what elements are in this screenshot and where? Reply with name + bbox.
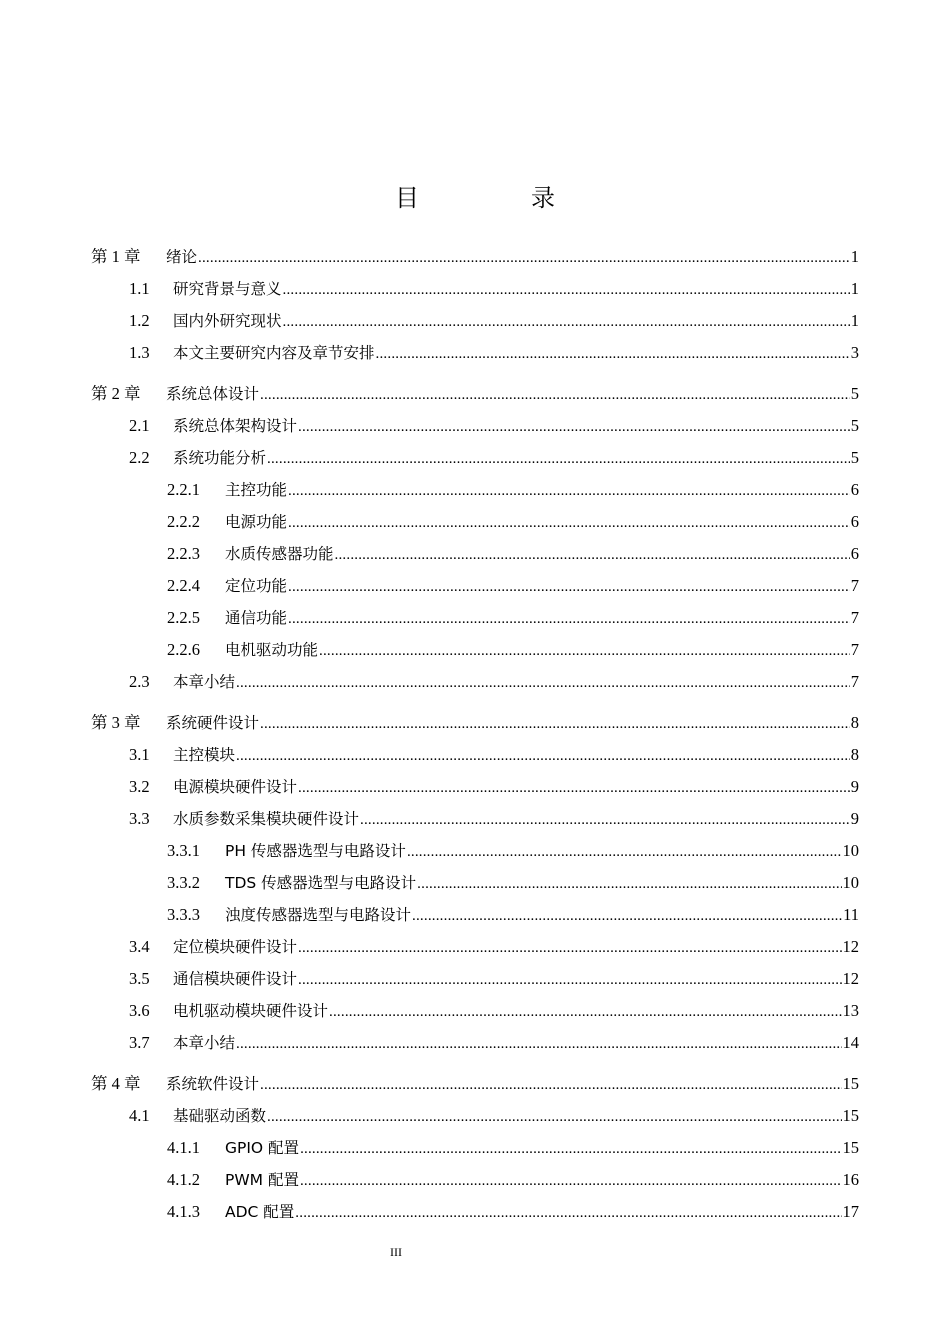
toc-subsection-entry[interactable] — [0, 634, 950, 666]
toc-section-entry[interactable] — [0, 273, 950, 305]
toc-entry-row — [129, 771, 859, 804]
toc-dot-leader — [236, 667, 850, 699]
toc-entry-label: 电源模块硬件设计 — [173, 778, 298, 796]
toc-subsection-entry[interactable] — [0, 506, 950, 538]
toc-entry-row — [129, 931, 859, 964]
toc-entry-number: 2.2.6 — [167, 640, 200, 659]
toc-subsection-entry[interactable] — [0, 570, 950, 602]
toc-dot-leader — [288, 571, 850, 603]
toc-entry-number: 4.1.3 — [167, 1202, 200, 1221]
toc-entry-number: 4.1.1 — [167, 1138, 200, 1157]
toc-entry-row — [167, 899, 859, 932]
toc-subsection-entry[interactable] — [0, 835, 950, 867]
toc-entry-number: 3.6 — [129, 1001, 150, 1020]
toc-section-entry[interactable] — [0, 995, 950, 1027]
toc-dot-leader — [335, 539, 850, 571]
toc-entry-number: 第 4 章 — [91, 1074, 141, 1093]
toc-entry-page-number: 6 — [850, 480, 859, 499]
toc-entry-number: 2.1 — [129, 416, 150, 435]
toc-dot-leader — [300, 1133, 841, 1165]
toc-entry-row — [167, 867, 859, 900]
toc-entry-row — [129, 1027, 859, 1060]
toc-section-entry[interactable] — [0, 666, 950, 698]
toc-section-entry[interactable] — [0, 442, 950, 474]
toc-entry-row — [129, 273, 859, 306]
toc-entry-number: 3.3.1 — [167, 841, 200, 860]
toc-entry-label: 国内外研究现状 — [173, 312, 282, 330]
toc-dot-leader — [295, 1197, 841, 1229]
toc-entry-row — [91, 1068, 859, 1101]
toc-entry-number: 3.7 — [129, 1033, 150, 1052]
toc-entry-page-number: 15 — [842, 1074, 859, 1093]
toc-entry-page-number: 3 — [850, 343, 859, 362]
toc-entry-number: 4.1.2 — [167, 1170, 200, 1189]
toc-entry-row — [129, 963, 859, 996]
toc-dot-leader — [407, 836, 842, 868]
toc-dot-leader — [298, 772, 850, 804]
toc-entry-row — [129, 666, 859, 699]
toc-entry-page-number: 16 — [842, 1170, 859, 1189]
toc-section-entry[interactable] — [0, 739, 950, 771]
toc-section-entry[interactable] — [0, 305, 950, 337]
toc-subsection-entry[interactable] — [0, 899, 950, 931]
toc-entry-label: 系统硬件设计 — [166, 714, 260, 732]
toc-dot-leader — [376, 338, 850, 370]
toc-entry-number: 第 3 章 — [91, 713, 141, 732]
toc-entry-page-number: 5 — [850, 448, 859, 467]
table-of-contents — [0, 241, 950, 1228]
toc-entry-label: 主控功能 — [225, 481, 288, 499]
toc-entry-number: 3.3 — [129, 809, 150, 828]
toc-entry-number: 2.2.2 — [167, 512, 200, 531]
toc-entry-row — [167, 570, 859, 603]
toc-dot-leader — [300, 1165, 842, 1197]
toc-section-entry[interactable] — [0, 337, 950, 369]
toc-entry-number: 2.3 — [129, 672, 150, 691]
toc-entry-number: 1.2 — [129, 311, 150, 330]
toc-entry-page-number: 7 — [850, 576, 859, 595]
toc-entry-label: 浊度传感器选型与电路设计 — [225, 906, 412, 924]
toc-entry-page-number: 14 — [842, 1033, 859, 1052]
toc-entry-label: 本章小结 — [173, 1034, 236, 1052]
toc-entry-page-number: 5 — [850, 384, 859, 403]
toc-dot-leader — [288, 603, 850, 635]
toc-subsection-entry[interactable] — [0, 1196, 950, 1228]
toc-section-entry[interactable] — [0, 963, 950, 995]
toc-entry-row — [167, 634, 859, 667]
toc-section-entry[interactable] — [0, 410, 950, 442]
toc-entry-row — [129, 1100, 859, 1133]
toc-entry-page-number: 9 — [850, 809, 859, 828]
toc-entry-label: PH 传感器选型与电路设计 — [225, 842, 406, 860]
toc-entry-label: 电机驱动功能 — [225, 641, 319, 659]
toc-dot-leader — [267, 1101, 841, 1133]
toc-entry-number: 2.2.5 — [167, 608, 200, 627]
toc-entry-number: 3.2 — [129, 777, 150, 796]
toc-subsection-entry[interactable] — [0, 538, 950, 570]
toc-entry-page-number: 1 — [850, 279, 859, 298]
toc-subsection-entry[interactable] — [0, 1132, 950, 1164]
toc-dot-leader — [298, 932, 841, 964]
toc-entry-row — [167, 1132, 859, 1165]
toc-entry-number: 3.1 — [129, 745, 150, 764]
page-footer-number: III — [390, 1245, 402, 1259]
toc-entry-row — [167, 474, 859, 507]
toc-entry-row — [129, 803, 859, 836]
toc-entry-label: 本文主要研究内容及章节安排 — [173, 344, 375, 362]
toc-dot-leader — [288, 475, 850, 507]
toc-entry-number: 1.3 — [129, 343, 150, 362]
toc-entry-page-number: 13 — [842, 1001, 859, 1020]
toc-entry-page-number: 7 — [850, 608, 859, 627]
toc-dot-leader — [360, 804, 850, 836]
toc-section-entry[interactable] — [0, 1027, 950, 1059]
toc-dot-leader — [236, 1028, 841, 1060]
toc-dot-leader — [417, 868, 841, 900]
toc-entry-label: 系统总体架构设计 — [173, 417, 298, 435]
toc-entry-number: 1.1 — [129, 279, 150, 298]
toc-section-entry[interactable] — [0, 803, 950, 835]
toc-entry-label: ADC 配置 — [225, 1203, 295, 1221]
toc-entry-label: 研究背景与意义 — [173, 280, 282, 298]
toc-dot-leader — [319, 635, 850, 667]
toc-section-entry[interactable] — [0, 931, 950, 963]
toc-entry-row — [91, 378, 859, 411]
toc-entry-label: 系统总体设计 — [166, 385, 260, 403]
toc-entry-page-number: 1 — [850, 247, 859, 266]
toc-entry-page-number: 12 — [842, 969, 859, 988]
toc-entry-label: 基础驱动函数 — [173, 1107, 267, 1125]
toc-entry-page-number: 7 — [850, 640, 859, 659]
toc-subsection-entry[interactable] — [0, 474, 950, 506]
toc-chapter-entry[interactable] — [0, 241, 950, 273]
toc-entry-label: 主控模块 — [173, 746, 236, 764]
toc-entry-row — [129, 442, 859, 475]
toc-chapter-entry[interactable] — [0, 378, 950, 410]
toc-entry-page-number: 1 — [850, 311, 859, 330]
toc-entry-page-number: 15 — [842, 1106, 859, 1125]
toc-entry-page-number: 10 — [842, 841, 859, 860]
toc-entry-number: 3.4 — [129, 937, 150, 956]
toc-entry-row — [167, 602, 859, 635]
toc-dot-leader — [329, 996, 841, 1028]
toc-entry-row — [129, 995, 859, 1028]
toc-entry-row — [167, 1164, 859, 1197]
toc-title: 目 录 — [395, 184, 599, 212]
toc-chapter-entry[interactable] — [0, 1068, 950, 1100]
toc-entry-number: 2.2.4 — [167, 576, 200, 595]
toc-entry-label: 定位功能 — [225, 577, 288, 595]
toc-entry-number: 2.2 — [129, 448, 150, 467]
toc-dot-leader — [267, 443, 850, 475]
toc-entry-row — [167, 506, 859, 539]
toc-entry-row — [167, 538, 859, 571]
toc-subsection-entry[interactable] — [0, 1164, 950, 1196]
toc-dot-leader — [288, 507, 850, 539]
toc-dot-leader — [198, 242, 850, 274]
toc-entry-row — [129, 337, 859, 370]
toc-entry-row — [91, 707, 859, 740]
toc-dot-leader — [236, 740, 850, 772]
toc-entry-row — [91, 241, 859, 274]
toc-entry-label: 系统软件设计 — [166, 1075, 260, 1093]
toc-entry-label: GPIO 配置 — [225, 1139, 300, 1157]
toc-entry-label: 绪论 — [166, 248, 198, 266]
toc-dot-leader — [260, 708, 850, 740]
toc-entry-number: 2.2.3 — [167, 544, 200, 563]
toc-entry-number: 第 2 章 — [91, 384, 141, 403]
toc-dot-leader — [412, 900, 842, 932]
toc-entry-page-number: 12 — [842, 937, 859, 956]
toc-dot-leader — [260, 1069, 841, 1101]
toc-entry-page-number: 7 — [850, 672, 859, 691]
toc-entry-label: 定位模块硬件设计 — [173, 938, 298, 956]
toc-entry-number: 3.3.3 — [167, 905, 200, 924]
toc-subsection-entry[interactable] — [0, 867, 950, 899]
toc-entry-page-number: 17 — [842, 1202, 859, 1221]
toc-entry-label: 本章小结 — [173, 673, 236, 691]
toc-entry-label: 水质参数采集模块硬件设计 — [173, 810, 360, 828]
toc-dot-leader — [260, 379, 850, 411]
toc-entry-label: TDS 传感器选型与电路设计 — [225, 874, 417, 892]
toc-entry-row — [129, 410, 859, 443]
toc-entry-row — [129, 739, 859, 772]
toc-entry-number: 2.2.1 — [167, 480, 200, 499]
toc-section-entry[interactable] — [0, 771, 950, 803]
toc-entry-label: 通信模块硬件设计 — [173, 970, 298, 988]
toc-entry-label: PWM 配置 — [225, 1171, 299, 1189]
toc-entry-row — [129, 305, 859, 338]
toc-entry-page-number: 10 — [842, 873, 859, 892]
toc-subsection-entry[interactable] — [0, 602, 950, 634]
toc-entry-row — [167, 835, 859, 868]
toc-entry-page-number: 11 — [843, 905, 859, 924]
toc-entry-label: 电源功能 — [225, 513, 288, 531]
toc-section-entry[interactable] — [0, 1100, 950, 1132]
toc-dot-leader — [283, 274, 850, 306]
toc-entry-page-number: 6 — [850, 512, 859, 531]
toc-entry-label: 水质传感器功能 — [225, 545, 334, 563]
toc-entry-number: 3.5 — [129, 969, 150, 988]
toc-entry-label: 通信功能 — [225, 609, 288, 627]
toc-entry-number: 第 1 章 — [91, 247, 141, 266]
toc-entry-page-number: 6 — [850, 544, 859, 563]
toc-entry-page-number: 8 — [850, 745, 859, 764]
toc-entry-page-number: 9 — [850, 777, 859, 796]
toc-entry-row — [167, 1196, 859, 1229]
toc-dot-leader — [283, 306, 850, 338]
toc-entry-number: 3.3.2 — [167, 873, 200, 892]
toc-entry-number: 4.1 — [129, 1106, 150, 1125]
toc-dot-leader — [298, 964, 841, 996]
toc-entry-label: 系统功能分析 — [173, 449, 267, 467]
toc-entry-label: 电机驱动模块硬件设计 — [173, 1002, 329, 1020]
toc-entry-page-number: 15 — [842, 1138, 859, 1157]
toc-dot-leader — [298, 411, 850, 443]
toc-chapter-entry[interactable] — [0, 707, 950, 739]
toc-entry-page-number: 5 — [850, 416, 859, 435]
toc-entry-page-number: 8 — [850, 713, 859, 732]
